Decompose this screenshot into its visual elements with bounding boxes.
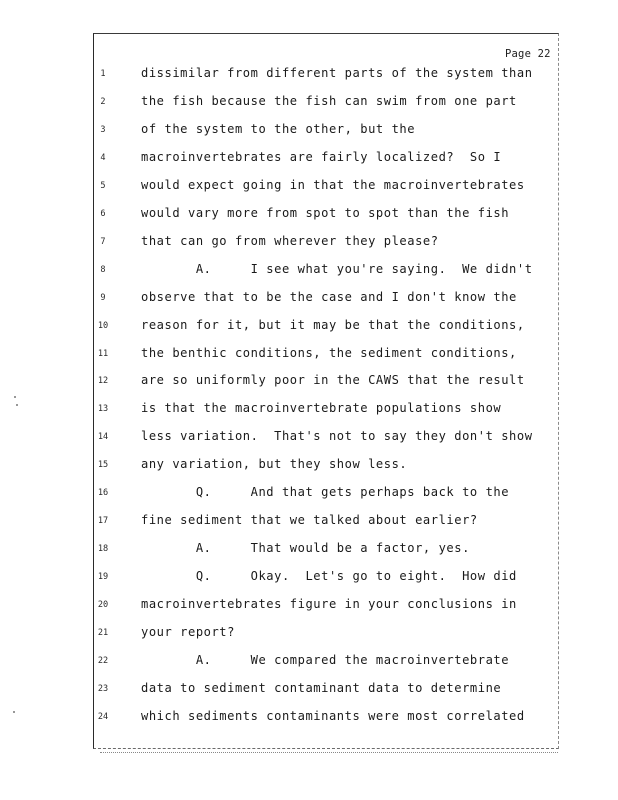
scan-speck	[16, 404, 18, 406]
line-text: less variation. That's not to say they don't show	[141, 429, 533, 444]
line-number: 15	[97, 460, 109, 471]
transcript-line	[0, 429, 618, 449]
transcript-line	[0, 373, 618, 393]
transcript-line	[0, 681, 618, 701]
line-number: 11	[97, 348, 109, 359]
transcript-line	[0, 653, 618, 673]
line-text: A. We compared the macroinvertebrate	[141, 652, 510, 667]
line-number: 17	[97, 516, 109, 527]
line-text: macroinvertebrates figure in your conclusions in	[141, 597, 517, 612]
transcript-line	[0, 569, 618, 589]
transcript-line	[0, 94, 618, 114]
line-number: 12	[97, 376, 109, 387]
line-text: data to sediment contaminant data to determine	[141, 680, 502, 695]
transcript-line	[0, 709, 618, 729]
transcript-line	[0, 290, 618, 310]
line-number: 2	[100, 96, 106, 107]
line-number: 24	[97, 711, 109, 722]
scan-speck	[14, 396, 16, 398]
line-number: 16	[97, 488, 109, 499]
line-text: reason for it, but it may be that the conditions,	[141, 317, 525, 332]
transcript-line	[0, 457, 618, 477]
line-text: that can go from wherever they please?	[141, 233, 439, 248]
scan-speck	[13, 711, 15, 713]
transcript-line	[0, 597, 618, 617]
line-number: 14	[97, 432, 109, 443]
line-text: is that the macroinvertebrate populations show	[141, 401, 502, 416]
line-text: which sediments contaminants were most correlated	[141, 708, 525, 723]
line-text: macroinvertebrates are fairly localized? So I	[141, 149, 502, 164]
line-text: A. I see what you're saying. We didn't	[141, 261, 533, 276]
transcript-line	[0, 485, 618, 505]
line-text: are so uniformly poor in the CAWS that the result	[141, 373, 525, 388]
line-number: 6	[100, 208, 106, 219]
line-number: 22	[97, 655, 109, 666]
line-text: would vary more from spot to spot than the fish	[141, 205, 510, 220]
transcript-line	[0, 346, 618, 366]
line-number: 9	[100, 292, 106, 303]
line-number: 20	[97, 600, 109, 611]
line-text: A. That would be a factor, yes.	[141, 541, 470, 556]
line-number: 23	[97, 683, 109, 694]
line-number: 21	[97, 628, 109, 638]
transcript-line	[0, 318, 618, 338]
transcript-line	[0, 206, 618, 226]
line-text: the fish because the fish can swim from one part	[141, 93, 517, 108]
page-number: Page 22	[505, 48, 551, 60]
line-text: Q. Okay. Let's go to eight. How did	[141, 569, 517, 584]
line-number: 7	[100, 236, 106, 247]
line-text: would expect going in that the macroinvertebrates	[141, 177, 525, 192]
transcript-line	[0, 262, 618, 282]
line-text: any variation, but they show less.	[141, 457, 408, 472]
transcript-line	[0, 66, 618, 86]
line-text: the benthic conditions, the sediment conditions,	[141, 345, 517, 360]
transcript-line	[0, 234, 618, 254]
line-text: fine sediment that we talked about earlier?	[141, 513, 478, 528]
line-number: 18	[97, 544, 109, 555]
transcript-line	[0, 513, 618, 533]
line-number: 4	[100, 152, 106, 163]
line-number: 19	[97, 572, 109, 583]
transcript-line	[0, 178, 618, 198]
transcript-line	[0, 625, 618, 645]
line-text: of the system to the other, but the	[141, 121, 416, 136]
line-number: 10	[97, 320, 109, 331]
line-number: 13	[97, 404, 109, 415]
line-number: 1	[100, 69, 106, 79]
line-number: 3	[100, 124, 106, 135]
line-text: Q. And that gets perhaps back to the	[141, 485, 510, 500]
transcript-line	[0, 401, 618, 421]
line-number: 5	[100, 180, 106, 191]
transcript-line	[0, 541, 618, 561]
line-text: observe that to be the case and I don't know the	[141, 289, 517, 304]
transcript-line	[0, 150, 618, 170]
line-text: dissimilar from different parts of the system than	[141, 66, 533, 80]
transcript-line	[0, 122, 618, 142]
line-text: your report?	[141, 625, 235, 639]
line-number: 8	[100, 264, 106, 275]
